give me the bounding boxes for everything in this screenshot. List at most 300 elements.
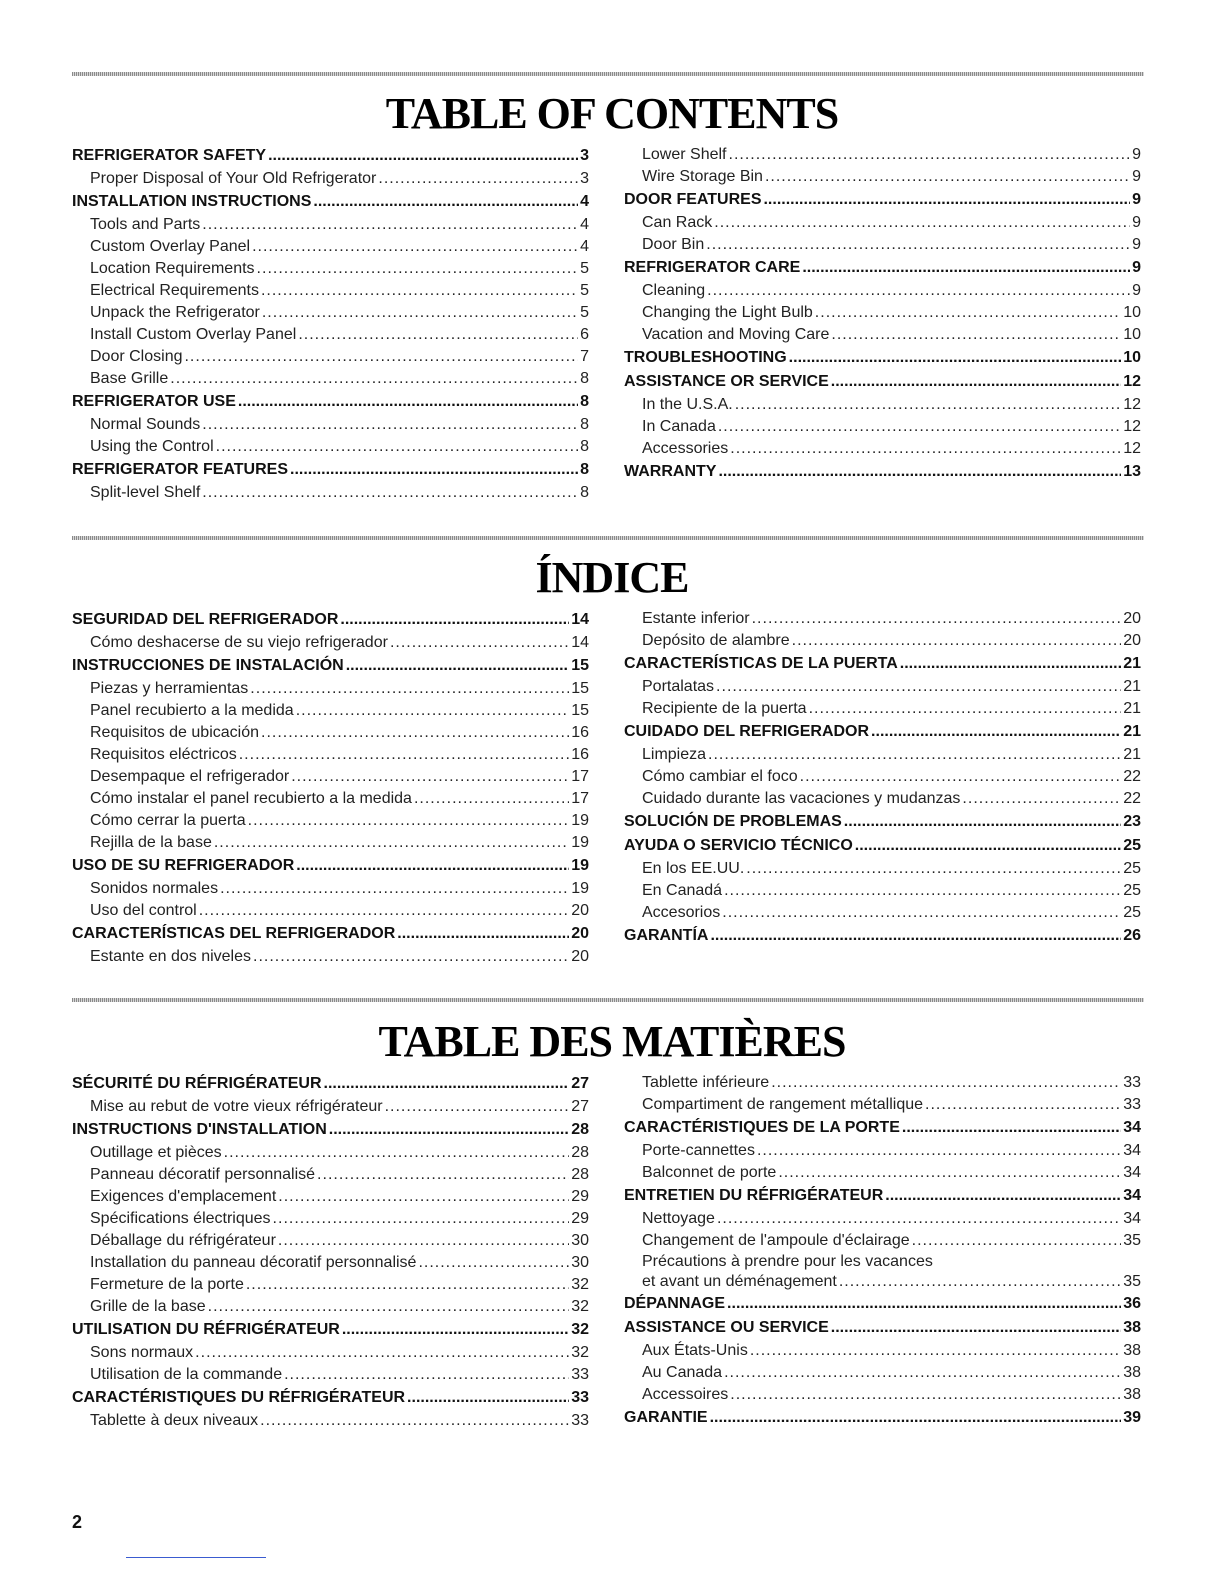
dot-leader bbox=[802, 256, 1130, 280]
toc-entry-page: 8 bbox=[580, 370, 589, 387]
dot-leader bbox=[250, 678, 569, 700]
toc-entry-label: Base Grille bbox=[90, 370, 169, 387]
toc-sub-entry bbox=[624, 1362, 1141, 1384]
toc-entry-page: 32 bbox=[571, 1344, 589, 1361]
toc-entry-label: Balconnet de porte bbox=[642, 1164, 777, 1181]
toc-entry-page: 12 bbox=[1123, 373, 1141, 390]
toc-entry-page: 17 bbox=[571, 768, 589, 785]
toc-entry-page: 13 bbox=[1123, 463, 1141, 480]
toc-sub-entry bbox=[624, 1162, 1141, 1184]
toc-entry-label: Utilisation de la commande bbox=[90, 1366, 283, 1383]
toc-sub-entry bbox=[624, 766, 1141, 788]
toc-entry-label: ASSISTANCE OU SERVICE bbox=[624, 1319, 829, 1336]
toc-entry-label: SÉCURITÉ DU RÉFRIGÉRATEUR bbox=[72, 1075, 322, 1092]
toc-entry-label: Limpieza bbox=[642, 746, 707, 763]
bottom-blue-line bbox=[126, 1557, 266, 1558]
toc-sub-entry bbox=[72, 368, 589, 390]
dot-leader bbox=[855, 834, 1121, 858]
toc-heading-entry bbox=[624, 720, 1141, 744]
toc-entry-page: 9 bbox=[1132, 282, 1141, 299]
toc-heading-entry bbox=[624, 924, 1141, 948]
toc-entry-page: 33 bbox=[571, 1366, 589, 1383]
toc-entry-page: 38 bbox=[1123, 1386, 1141, 1403]
section-title-french: TABLE DES MATIÈRES bbox=[378, 1017, 846, 1066]
toc-entry-label: Accessories bbox=[642, 440, 729, 457]
dot-leader bbox=[290, 458, 578, 482]
toc-entry-label: En Canadá bbox=[642, 882, 723, 899]
toc-entry-page: 4 bbox=[580, 216, 589, 233]
toc-entry-label: Recipiente de la puerta bbox=[642, 700, 807, 717]
toc-sub-entry bbox=[72, 324, 589, 346]
toc-entry-label: Fermeture de la porte bbox=[90, 1276, 244, 1293]
dot-leader bbox=[170, 368, 578, 390]
toc-entry-label: Tools and Parts bbox=[90, 216, 201, 233]
toc-entry-label: Compartiment de rangement métallique bbox=[642, 1096, 924, 1113]
toc-entry-page: 30 bbox=[571, 1232, 589, 1249]
dot-leader bbox=[284, 1364, 569, 1386]
dot-leader bbox=[278, 1186, 569, 1208]
toc-sub-entry bbox=[72, 1230, 589, 1252]
toc-sub-entry bbox=[72, 1342, 589, 1364]
toc-sub-entry bbox=[624, 234, 1141, 256]
dot-leader bbox=[730, 438, 1121, 460]
dot-leader bbox=[925, 1094, 1121, 1116]
toc-sub-entry bbox=[624, 1140, 1141, 1162]
toc-entry-page: 35 bbox=[1123, 1232, 1141, 1249]
toc-entry-label: Accessoires bbox=[642, 1386, 729, 1403]
dot-leader bbox=[202, 414, 578, 436]
toc-entry-page: 20 bbox=[571, 902, 589, 919]
dot-leader bbox=[708, 744, 1121, 766]
toc-entry-page: 21 bbox=[1123, 678, 1141, 695]
toc-entry-label: Install Custom Overlay Panel bbox=[90, 326, 297, 343]
toc-entry-label: Changing the Light Bulb bbox=[642, 304, 813, 321]
toc-sub-entry bbox=[624, 880, 1141, 902]
dot-leader bbox=[260, 1410, 569, 1432]
toc-sub-entry bbox=[624, 630, 1141, 652]
toc-entry-page: 33 bbox=[1123, 1096, 1141, 1113]
toc-sub-entry bbox=[624, 858, 1141, 880]
dot-leader bbox=[278, 1230, 569, 1252]
toc-entry-page: 9 bbox=[1132, 236, 1141, 253]
toc-entry-page: 33 bbox=[1123, 1074, 1141, 1091]
dot-leader bbox=[296, 700, 570, 722]
toc-heading-entry bbox=[624, 1316, 1141, 1340]
toc-entry-label: Cómo cambiar el foco bbox=[642, 768, 798, 785]
dot-leader bbox=[831, 370, 1121, 394]
dot-leader bbox=[763, 188, 1130, 212]
dot-leader bbox=[722, 902, 1121, 924]
toc-entry-page: 19 bbox=[571, 812, 589, 829]
toc-entry-label: Custom Overlay Panel bbox=[90, 238, 251, 255]
toc-entry-label: Uso del control bbox=[90, 902, 197, 919]
dot-leader bbox=[844, 810, 1121, 834]
toc-entry-label: Exigences d'emplacement bbox=[90, 1188, 277, 1205]
toc-heading-entry bbox=[624, 652, 1141, 676]
toc-entry-label: WARRANTY bbox=[624, 463, 717, 480]
toc-entry-page: 21 bbox=[1123, 723, 1141, 740]
dot-leader bbox=[727, 1292, 1121, 1316]
dot-leader bbox=[735, 394, 1121, 416]
toc-sub-entry bbox=[72, 766, 589, 788]
toc-entry-page: 10 bbox=[1123, 349, 1141, 366]
toc-entry-page: 28 bbox=[571, 1121, 589, 1138]
toc-sub-entry bbox=[72, 280, 589, 302]
toc-entry-page: 12 bbox=[1123, 440, 1141, 457]
toc-heading-entry bbox=[72, 458, 589, 482]
toc-entry-label: Outillage et pièces bbox=[90, 1144, 222, 1161]
toc-entry-label: Proper Disposal of Your Old Refrigerator bbox=[90, 170, 377, 187]
toc-entry-label: Estante inferior bbox=[642, 610, 750, 627]
toc-sub-entry bbox=[72, 946, 589, 968]
toc-entry-label: Normal Sounds bbox=[90, 416, 201, 433]
toc-sub-entry bbox=[72, 258, 589, 280]
toc-entry-page: 21 bbox=[1123, 746, 1141, 763]
dot-leader bbox=[273, 1208, 570, 1230]
toc-entry-label: In the U.S.A. bbox=[642, 396, 733, 413]
toc-entry-label: Mise au rebut de votre vieux réfrigérateur bbox=[90, 1098, 383, 1115]
dot-leader bbox=[778, 1162, 1121, 1184]
toc-entry-page: 19 bbox=[571, 857, 589, 874]
toc-sub-entry bbox=[624, 394, 1141, 416]
dot-leader bbox=[414, 788, 569, 810]
toc-entry-page: 25 bbox=[1123, 882, 1141, 899]
toc-entry-page: 34 bbox=[1123, 1210, 1141, 1227]
dot-leader bbox=[710, 1406, 1122, 1430]
toc-heading-entry bbox=[72, 654, 589, 678]
toc-sub-entry bbox=[624, 676, 1141, 698]
toc-entry-label: REFRIGERATOR CARE bbox=[624, 259, 801, 276]
toc-entry-label: Installation du panneau décoratif personnalisé bbox=[90, 1254, 417, 1271]
toc-heading-entry bbox=[624, 188, 1141, 212]
toc-entry-page: 19 bbox=[571, 834, 589, 851]
toc-sub-entry bbox=[624, 1072, 1141, 1094]
toc-entry-page: 8 bbox=[580, 393, 589, 410]
dot-leader bbox=[220, 878, 569, 900]
toc-entry-label: Electrical Requirements bbox=[90, 282, 259, 299]
dot-leader bbox=[724, 1362, 1121, 1384]
toc-entry-page: 4 bbox=[580, 193, 589, 210]
toc-sub-entry bbox=[72, 1164, 589, 1186]
toc-entry-page: 33 bbox=[571, 1412, 589, 1429]
toc-sub-entry bbox=[624, 212, 1141, 234]
toc-sub-entry bbox=[72, 1296, 589, 1318]
toc-entry-page: 5 bbox=[580, 304, 589, 321]
toc-sub-entry bbox=[72, 1252, 589, 1274]
dot-leader bbox=[216, 436, 578, 458]
toc-entry-page: 27 bbox=[571, 1098, 589, 1115]
toc-entry-page: 30 bbox=[571, 1254, 589, 1271]
toc-entry-label: Sonidos normales bbox=[90, 880, 219, 897]
divider-rule-1 bbox=[72, 72, 1144, 76]
toc-sub-entry bbox=[72, 1096, 589, 1118]
toc-entry-label: SEGURIDAD DEL REFRIGERADOR bbox=[72, 611, 339, 628]
toc-heading-entry bbox=[624, 346, 1141, 370]
toc-entry-page: 32 bbox=[571, 1321, 589, 1338]
toc-entry-label: Sons normaux bbox=[90, 1344, 194, 1361]
toc-entry-label: Spécifications électriques bbox=[90, 1210, 271, 1227]
toc-entry-label: Nettoyage bbox=[642, 1210, 715, 1227]
toc-entry-page: 15 bbox=[571, 680, 589, 697]
dot-leader bbox=[885, 1184, 1121, 1208]
toc-entry-label: Location Requirements bbox=[90, 260, 255, 277]
dot-leader bbox=[262, 302, 578, 324]
toc-entry-page: 29 bbox=[571, 1210, 589, 1227]
toc-entry-label: Cleaning bbox=[642, 282, 706, 299]
toc-heading-entry bbox=[624, 256, 1141, 280]
divider-rule-3 bbox=[72, 998, 1144, 1002]
dot-leader bbox=[765, 166, 1130, 188]
toc-entry-label: Lower Shelf bbox=[642, 146, 727, 163]
dot-leader bbox=[257, 258, 579, 280]
toc-entry-label: Cómo deshacerse de su viejo refrigerador bbox=[90, 634, 388, 651]
toc-entry-page: 10 bbox=[1123, 304, 1141, 321]
toc-entry-page: 20 bbox=[1123, 632, 1141, 649]
toc-sub-entry bbox=[72, 1142, 589, 1164]
dot-leader bbox=[407, 1386, 569, 1410]
toc-sub-entry bbox=[624, 144, 1141, 166]
toc-sub-entry bbox=[624, 1208, 1141, 1230]
toc-column-en-left bbox=[72, 144, 589, 504]
toc-entry-page: 23 bbox=[1123, 813, 1141, 830]
dot-leader bbox=[329, 1118, 569, 1142]
toc-sub-entry bbox=[624, 302, 1141, 324]
dot-leader bbox=[248, 810, 570, 832]
toc-entry-page: 16 bbox=[571, 746, 589, 763]
toc-heading-entry bbox=[624, 370, 1141, 394]
toc-entry-page: 14 bbox=[571, 634, 589, 651]
dot-leader bbox=[900, 652, 1121, 676]
toc-entry-label: SOLUCIÓN DE PROBLEMAS bbox=[624, 813, 842, 830]
toc-entry-page: 35 bbox=[1123, 1273, 1141, 1290]
toc-entry-label: INSTRUCTIONS D'INSTALLATION bbox=[72, 1121, 327, 1138]
toc-sub-entry bbox=[72, 1186, 589, 1208]
toc-entry-page: 32 bbox=[571, 1298, 589, 1315]
toc-entry-label: CARACTÉRISTIQUES DE LA PORTE bbox=[624, 1119, 900, 1136]
toc-entry-page: 14 bbox=[571, 611, 589, 628]
toc-heading-entry bbox=[72, 854, 589, 878]
toc-sub-entry bbox=[72, 1208, 589, 1230]
toc-entry-page: 9 bbox=[1132, 214, 1141, 231]
toc-entry-page: 33 bbox=[571, 1389, 589, 1406]
toc-heading-entry bbox=[624, 1116, 1141, 1140]
toc-entry-page: 5 bbox=[580, 260, 589, 277]
dot-leader bbox=[902, 1116, 1121, 1140]
toc-entry-label: Piezas y herramientas bbox=[90, 680, 249, 697]
dot-leader bbox=[202, 482, 578, 504]
toc-heading-entry bbox=[72, 1118, 589, 1142]
toc-entry-page: 3 bbox=[580, 147, 589, 164]
toc-entry-label: CUIDADO DEL REFRIGERADOR bbox=[624, 723, 870, 740]
dot-leader bbox=[390, 632, 569, 654]
toc-entry-label: Cómo cerrar la puerta bbox=[90, 812, 246, 829]
dot-leader bbox=[752, 608, 1122, 630]
dot-leader bbox=[789, 346, 1122, 370]
toc-entry-page: 8 bbox=[580, 484, 589, 501]
toc-heading-entry bbox=[72, 190, 589, 214]
dot-leader bbox=[718, 416, 1121, 438]
dot-leader bbox=[706, 234, 1130, 256]
toc-entry-label: GARANTÍA bbox=[624, 927, 709, 944]
toc-sub-entry bbox=[72, 1410, 589, 1432]
dot-leader bbox=[839, 1272, 1121, 1292]
dot-leader bbox=[729, 144, 1131, 166]
dot-leader bbox=[750, 1340, 1121, 1362]
toc-sub-entry bbox=[72, 832, 589, 854]
dot-leader bbox=[346, 654, 569, 678]
toc-heading-entry bbox=[624, 1184, 1141, 1208]
toc-entry-label: Cuidado durante las vacaciones y mudanzas bbox=[642, 790, 961, 807]
toc-sub-entry bbox=[72, 878, 589, 900]
toc-heading-entry bbox=[72, 144, 589, 168]
toc-entry-label: AYUDA O SERVICIO TÉCNICO bbox=[624, 837, 853, 854]
toc-entry-page: 10 bbox=[1123, 326, 1141, 343]
dot-leader bbox=[324, 1072, 570, 1096]
dot-leader bbox=[397, 922, 569, 946]
dot-leader bbox=[214, 832, 569, 854]
dot-leader bbox=[717, 1208, 1121, 1230]
toc-sub-entry bbox=[624, 744, 1141, 766]
toc-entry-page: 21 bbox=[1123, 655, 1141, 672]
toc-sub-entry bbox=[72, 302, 589, 324]
toc-entry-label: Aux États-Unis bbox=[642, 1342, 748, 1359]
dot-leader bbox=[716, 676, 1121, 698]
toc-entry-label: TROUBLESHOOTING bbox=[624, 349, 787, 366]
toc-entry-page: 38 bbox=[1123, 1342, 1141, 1359]
toc-entry-label: USO DE SU REFRIGERADOR bbox=[72, 857, 295, 874]
toc-entry-label: CARACTERÍSTICAS DE LA PUERTA bbox=[624, 655, 898, 672]
dot-leader bbox=[291, 766, 569, 788]
toc-entry-page: 27 bbox=[571, 1075, 589, 1092]
toc-sub-entry bbox=[72, 722, 589, 744]
toc-entry-page: 32 bbox=[571, 1276, 589, 1293]
toc-entry-label: Cómo instalar el panel recubierto a la medida bbox=[90, 790, 412, 807]
toc-entry-page: 20 bbox=[571, 925, 589, 942]
toc-entry-page: 7 bbox=[580, 348, 589, 365]
toc-sub-entry bbox=[624, 698, 1141, 720]
dot-leader bbox=[298, 324, 578, 346]
toc-sub-entry bbox=[72, 346, 589, 368]
toc-entry-page: 34 bbox=[1123, 1119, 1141, 1136]
toc-entry-label: ASSISTANCE OR SERVICE bbox=[624, 373, 829, 390]
dot-leader bbox=[202, 214, 578, 236]
toc-entry-page: 28 bbox=[571, 1144, 589, 1161]
toc-entry-page: 38 bbox=[1123, 1319, 1141, 1336]
toc-entry-label: Door Bin bbox=[642, 236, 705, 253]
toc-heading-entry bbox=[624, 460, 1141, 484]
toc-entry-label: ENTRETIEN DU RÉFRIGÉRATEUR bbox=[624, 1187, 884, 1204]
dot-leader bbox=[418, 1252, 569, 1274]
toc-entry-label-cont: et avant un déménagement bbox=[642, 1273, 837, 1290]
toc-entry-label: Depósito de alambre bbox=[642, 632, 790, 649]
dot-leader bbox=[184, 346, 578, 368]
dot-leader bbox=[800, 766, 1122, 788]
toc-heading-entry bbox=[72, 1386, 589, 1410]
toc-sub-entry bbox=[72, 414, 589, 436]
toc-entry-label: GARANTIE bbox=[624, 1409, 708, 1426]
toc-entry-label: REFRIGERATOR SAFETY bbox=[72, 147, 267, 164]
toc-sub-entry bbox=[72, 810, 589, 832]
toc-entry-label: INSTRUCCIONES DE INSTALACIÓN bbox=[72, 657, 344, 674]
toc-sub-entry bbox=[624, 166, 1141, 188]
toc-heading-entry bbox=[624, 1292, 1141, 1316]
dot-leader bbox=[253, 946, 569, 968]
dot-leader bbox=[724, 880, 1121, 902]
dot-leader bbox=[199, 900, 569, 922]
toc-entry-label: INSTALLATION INSTRUCTIONS bbox=[72, 193, 312, 210]
toc-entry-page: 3 bbox=[580, 170, 589, 187]
toc-heading-entry bbox=[72, 390, 589, 414]
toc-entry-label: Tablette inférieure bbox=[642, 1074, 770, 1091]
toc-entry-label: Grille de la base bbox=[90, 1298, 206, 1315]
toc-entry-label: Au Canada bbox=[642, 1364, 723, 1381]
toc-entry-page: 39 bbox=[1123, 1409, 1141, 1426]
toc-entry-label: En los EE.UU. bbox=[642, 860, 745, 877]
toc-entry-page: 25 bbox=[1123, 837, 1141, 854]
toc-entry-page: 34 bbox=[1123, 1142, 1141, 1159]
toc-entry-page: 38 bbox=[1123, 1364, 1141, 1381]
toc-entry-page: 17 bbox=[571, 790, 589, 807]
dot-leader bbox=[224, 1142, 570, 1164]
toc-sub-entry bbox=[624, 788, 1141, 810]
toc-sub-entry bbox=[72, 168, 589, 190]
toc-entry-page: 6 bbox=[580, 326, 589, 343]
toc-column-es-left bbox=[72, 608, 589, 968]
toc-entry-label: Unpack the Refrigerator bbox=[90, 304, 260, 321]
divider-rule-2 bbox=[72, 536, 1144, 540]
toc-entry-page: 26 bbox=[1123, 927, 1141, 944]
toc-entry-label: Panneau décoratif personnalisé bbox=[90, 1166, 316, 1183]
dot-leader bbox=[871, 720, 1121, 744]
toc-column-es-right bbox=[624, 608, 1141, 948]
toc-entry-page: 4 bbox=[580, 238, 589, 255]
toc-heading-entry bbox=[72, 608, 589, 632]
section-title-english: TABLE OF CONTENTS bbox=[385, 89, 839, 138]
toc-sub-entry bbox=[72, 436, 589, 458]
toc-sub-entry bbox=[624, 608, 1141, 630]
toc-entry-page: 15 bbox=[571, 657, 589, 674]
toc-sub-entry bbox=[72, 744, 589, 766]
toc-sub-entry bbox=[624, 438, 1141, 460]
dot-leader bbox=[317, 1164, 569, 1186]
dot-leader bbox=[718, 460, 1121, 484]
toc-sub-entry bbox=[72, 678, 589, 700]
toc-sub-entry bbox=[72, 214, 589, 236]
toc-entry-label: Requisitos de ubicación bbox=[90, 724, 259, 741]
toc-entry-page: 34 bbox=[1123, 1164, 1141, 1181]
toc-entry-label: Using the Control bbox=[90, 438, 214, 455]
dot-leader bbox=[342, 1318, 569, 1342]
toc-entry-page: 34 bbox=[1123, 1187, 1141, 1204]
toc-entry-page: 25 bbox=[1123, 860, 1141, 877]
toc-entry-label: In Canada bbox=[642, 418, 716, 435]
toc-entry-page: 19 bbox=[571, 880, 589, 897]
toc-entry-label: Porte-cannettes bbox=[642, 1142, 755, 1159]
toc-column-fr-left bbox=[72, 1072, 589, 1432]
toc-entry-page: 8 bbox=[580, 461, 589, 478]
toc-sub-entry bbox=[72, 700, 589, 722]
dot-leader bbox=[378, 168, 578, 190]
toc-entry-page: 36 bbox=[1123, 1295, 1141, 1312]
dot-leader bbox=[208, 1296, 570, 1318]
toc-sub-entry bbox=[72, 236, 589, 258]
toc-entry-label: Déballage du réfrigérateur bbox=[90, 1232, 276, 1249]
toc-sub-entry bbox=[624, 416, 1141, 438]
toc-heading-entry bbox=[72, 922, 589, 946]
dot-leader bbox=[261, 722, 569, 744]
toc-entry-label: REFRIGERATOR FEATURES bbox=[72, 461, 289, 478]
toc-entry-label: CARACTERÍSTICAS DEL REFRIGERADOR bbox=[72, 925, 396, 942]
